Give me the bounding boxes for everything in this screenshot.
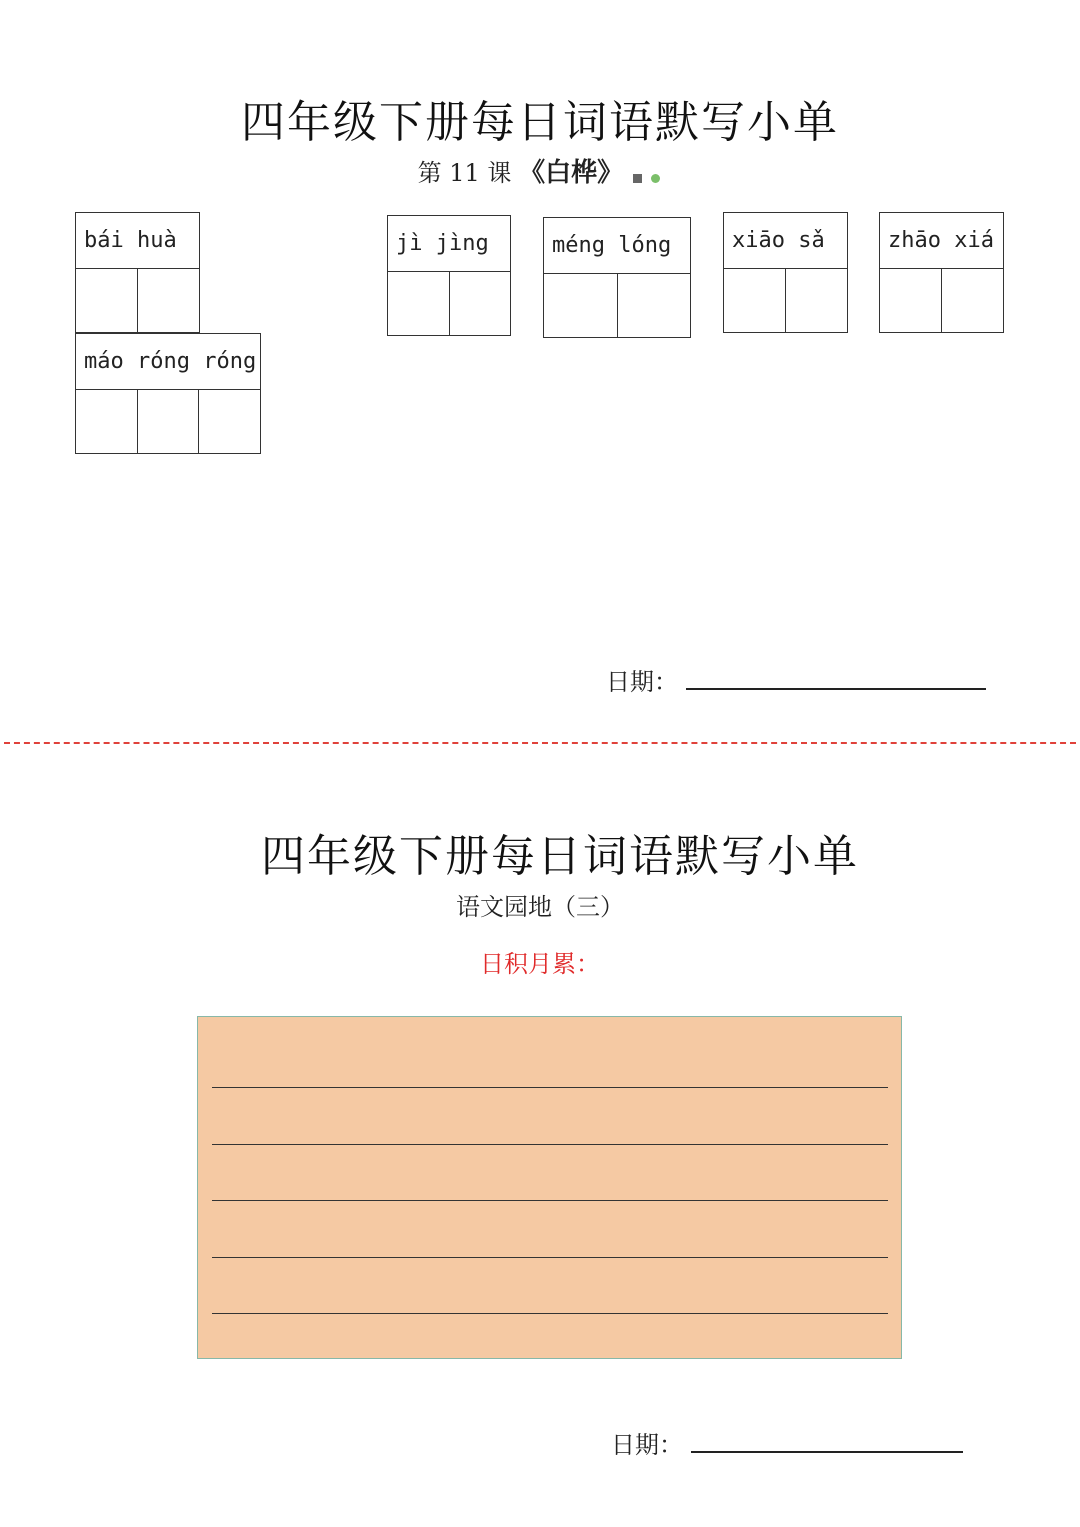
char-cell[interactable] [138,390,200,453]
word-box-ji-jing [387,215,511,336]
lesson-name: 《白桦》 [519,158,624,188]
word-box-bai-hua [75,212,200,333]
pinyin-label: xiāo sǎ [724,213,847,269]
char-cell[interactable] [450,272,511,335]
section-subtitle: 语文园地（三） [456,893,624,921]
word-box-meng-long [543,217,691,338]
char-cell[interactable] [199,390,260,453]
char-cell[interactable] [544,274,618,337]
char-cell[interactable] [724,269,786,332]
pinyin-label: jì jìng [388,216,510,272]
writing-line[interactable] [212,1257,888,1258]
leaf-icon [651,174,660,183]
pinyin-label: méng lóng [544,218,690,274]
qr-icon [633,174,642,183]
pinyin-label: zhāo xiá [880,213,1003,269]
decoration-icons [633,161,663,189]
date-label-2: 日期： [611,1431,683,1459]
char-cell[interactable] [76,269,138,332]
char-cell[interactable] [942,269,1003,332]
char-cell[interactable] [76,390,138,453]
pinyin-label: bái huà [76,213,199,269]
char-cell[interactable] [618,274,691,337]
page-title-2: 四年级下册每日词语默写小单 [261,831,859,882]
accumulation-heading: 日积月累： [480,950,600,978]
word-box-xiao-sa [723,212,848,333]
date-field-1[interactable] [686,688,986,690]
writing-area[interactable] [197,1016,902,1359]
writing-line[interactable] [212,1313,888,1314]
date-label-1: 日期： [606,668,678,696]
word-box-zhao-xia [879,212,1004,333]
char-cell[interactable] [786,269,847,332]
pinyin-label: máo róng róng [76,334,260,390]
writing-line[interactable] [212,1200,888,1201]
char-cell[interactable] [138,269,199,332]
page-title-1: 四年级下册每日词语默写小单 [241,97,839,148]
char-cell[interactable] [388,272,450,335]
lesson-number: 第 11 课 [417,159,512,187]
cut-line-divider [4,742,1076,744]
char-cell[interactable] [880,269,942,332]
writing-line[interactable] [212,1144,888,1145]
date-field-2[interactable] [691,1451,963,1453]
word-box-mao-rong-rong [75,333,261,454]
lesson-subtitle [0,152,1080,189]
writing-line[interactable] [212,1087,888,1088]
